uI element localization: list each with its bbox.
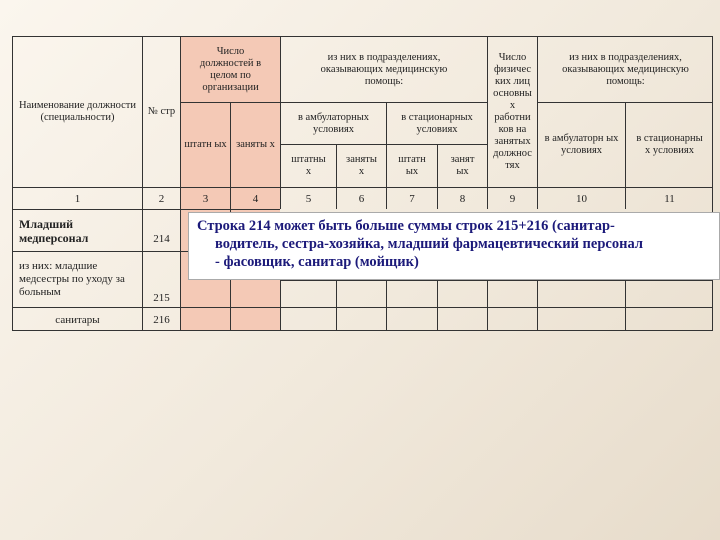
header-outpatient (280, 102, 386, 144)
header-staff-a-text: штатн ых (184, 139, 227, 150)
data-cell[interactable] (487, 307, 537, 331)
note-callout (188, 212, 720, 280)
row-name (12, 307, 142, 331)
col-number (336, 187, 386, 209)
col-number-text: 5 (305, 192, 312, 205)
row-name-text: Младший медперсонал (19, 216, 89, 245)
col-number (280, 187, 336, 209)
header-occupied-c-text: занят ых (450, 154, 475, 177)
header-inpatient (386, 102, 487, 144)
col-number (625, 187, 713, 209)
col-number (142, 187, 180, 209)
header-occupied-a-text: заняты х (236, 139, 275, 150)
col-number (537, 187, 625, 209)
header-physical-persons (487, 36, 537, 187)
header-staff-c (386, 144, 437, 187)
header-inpatient-b-text: в стационарны х условиях (636, 133, 703, 156)
header-staff-a (180, 102, 230, 187)
col-number (12, 187, 142, 209)
data-cell[interactable] (487, 280, 537, 307)
header-name-col-text: Наименование должности (специальности) (19, 100, 136, 123)
row-number (142, 307, 180, 331)
data-cell[interactable] (437, 307, 487, 331)
data-cell[interactable] (437, 280, 487, 307)
header-physical-persons-text: Число физичес ких лиц основны х работни ков на занятых должнос тях (493, 52, 532, 171)
header-name-col (12, 36, 142, 187)
data-cell[interactable] (336, 280, 386, 307)
row-name-text: из них: младшие медсестры по уходу за больным (19, 260, 125, 298)
data-cell[interactable] (386, 307, 437, 331)
row-number-text: 214 (153, 233, 170, 245)
row-number-text: 216 (153, 313, 170, 326)
header-staff-c-text: штатн ых (398, 154, 426, 177)
header-row-no (142, 36, 180, 187)
header-occupied-b-text: заняты х (346, 154, 377, 177)
col-number-text: 11 (664, 192, 675, 205)
col-number-text: 1 (74, 192, 81, 205)
header-occupied-c (437, 144, 487, 187)
data-cell[interactable] (180, 307, 230, 331)
data-cell[interactable] (625, 280, 713, 307)
data-cell[interactable] (386, 280, 437, 307)
note-line-2: водитель, сестра-хозяйка, младший фармацевтический персонал (215, 236, 643, 252)
col-number (230, 187, 280, 209)
header-outpatient-b (537, 102, 625, 187)
col-number (180, 187, 230, 209)
data-cell[interactable] (537, 280, 625, 307)
data-cell[interactable] (230, 307, 280, 331)
data-cell[interactable] (280, 280, 336, 307)
data-cell[interactable] (625, 307, 713, 331)
col-number-text: 8 (459, 192, 466, 205)
row-name-text: санитары (55, 313, 100, 326)
header-outpatient-text: в амбулаторных условиях (297, 111, 370, 135)
row-name (12, 209, 142, 251)
row-number-text: 215 (153, 292, 170, 304)
header-inpatient-text: в стационарных условиях (401, 111, 473, 135)
header-staff-b (280, 144, 336, 187)
header-subdivisions-a (280, 36, 487, 102)
col-number-text: 4 (252, 192, 259, 205)
row-name (12, 251, 142, 307)
header-occupied-b (336, 144, 386, 187)
note-line-3: - фасовщик, санитар (мойщик) (215, 254, 419, 270)
row-number (142, 209, 180, 251)
header-outpatient-b-text: в амбулаторн ых условиях (544, 133, 619, 156)
header-positions-total (180, 36, 280, 102)
data-cell[interactable] (336, 307, 386, 331)
header-subdivisions-b-text: из них в подразделениях, оказывающих медицинскую помощь: (562, 51, 689, 87)
header-occupied-a (230, 102, 280, 187)
header-positions-total-text: Число должностей в целом по организации (199, 45, 262, 93)
col-number-text: 3 (202, 192, 209, 205)
col-number-text: 7 (409, 192, 415, 205)
data-cell[interactable] (280, 307, 336, 331)
header-subdivisions-b (537, 36, 713, 102)
header-subdivisions-a-text: из них в подразделениях, оказывающих медицинскую помощь: (320, 51, 448, 87)
data-cell[interactable] (537, 307, 625, 331)
row-number (142, 251, 180, 307)
col-number (386, 187, 437, 209)
col-number (437, 187, 487, 209)
col-number-text: 2 (158, 192, 165, 205)
col-number-text: 6 (358, 192, 365, 205)
col-number-text: 10 (576, 192, 587, 205)
header-staff-b-text: штатны х (291, 154, 326, 177)
header-row-no-text: № стр (147, 106, 176, 117)
col-number (487, 187, 537, 209)
col-number-text: 9 (509, 192, 516, 205)
note-line-1: Строка 214 может быть больше суммы строк 215+216 (санитар- (197, 218, 615, 234)
header-inpatient-b (625, 102, 713, 187)
